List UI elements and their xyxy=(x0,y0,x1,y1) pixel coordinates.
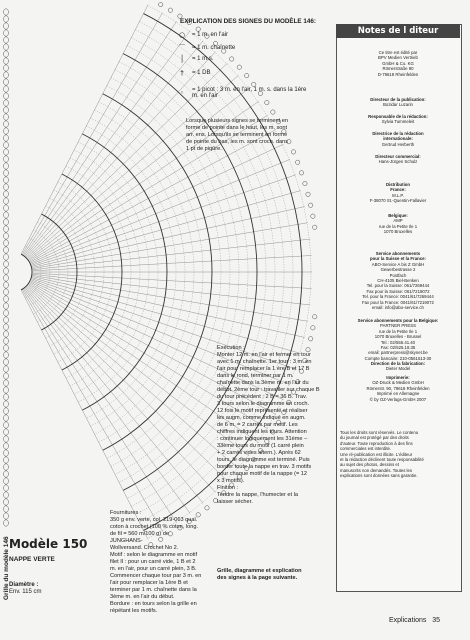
page-number: 35 xyxy=(432,617,440,624)
chain-oval-icon: ○ xyxy=(178,31,186,39)
publisher-block-text: M.L.P. F-38070 St.-Quentin-Fallavier xyxy=(369,192,427,204)
publisher-block-text: Bozidar Luzarin xyxy=(383,102,413,108)
legend-text: = 1 m. en l'air xyxy=(192,32,228,38)
legend-row xyxy=(175,55,214,63)
footer-section: Explications xyxy=(389,617,427,624)
model-subtitle: NAPPE VERTE xyxy=(9,556,55,563)
publisher-block-heading: Directeur de la publication: xyxy=(370,97,426,102)
publisher-block xyxy=(340,375,456,402)
publisher-block-heading: Service abonnements pour la Belgique: xyxy=(357,318,439,323)
model-title: Modèle 150 xyxy=(9,537,88,551)
execution-text: Exécution : Monter 12 m. en l'air et fermer en tour avec 1 m. chaînette. 1er tour : 3 m. en l'air pour remplacer la 1 ère B et 17 B dans le rond, terminer par 1 m. chaînette dans la 3ème m. en l'air du début. 2ème tour : travailler sur chaque B du tour précédent : 2 B = 36 B. Trav. 3 tours selon le diagramme en croch. 12 fois le motif représenté et réaliser les augm. comme indiqué en augm. de 6 m. = 2 carrés par motif. Les chiffres indiquent les tours. Attention : continuer logiquement les 31ème – 33ème tours du motif (1 carré plein + 2 carrés vides altern.). Après 62 tours, le diagramme est terminé. Puis border toute la nappe en trav. 3 motifs pour chaque motif de la nappe (= 12 x 3 motifs). Finition : Tendre la nappe, l'humecter et la laisser sécher. xyxy=(217,345,320,505)
legend-text: = 1 DB xyxy=(192,70,211,76)
publisher-block-heading: Service abonnements pour la Suisse et la France: xyxy=(370,251,426,262)
publisher-block xyxy=(340,361,456,372)
double-treble-icon: † xyxy=(180,69,184,77)
publisher-block-heading: Directrice de la rédaction internationale: xyxy=(372,131,424,142)
publisher-block-text: Ce titre est édité par BPV Medien Vertrieb GmbH & Co. KG Römerstraße 90 D-79618 Rheinfelden xyxy=(377,50,419,77)
publisher-block-heading: Responsable de la rédaction: xyxy=(368,114,428,119)
publisher-block xyxy=(340,154,456,165)
publisher-block xyxy=(340,213,456,235)
publisher-block-text: Dieter Model xyxy=(385,366,411,372)
slip-arc-icon: ⌒ xyxy=(178,44,186,52)
single-crochet-icon: │ xyxy=(179,55,185,63)
legend-text: = 1 picot : 3 m. en l'air, 1 m. s. dans la 1ère m. en l'air xyxy=(192,87,307,99)
publisher-block xyxy=(340,97,456,108)
legend-row xyxy=(175,43,235,53)
publisher-block-heading: Imprimerie: xyxy=(386,375,410,380)
diameter-value: Env. 115 cm xyxy=(9,589,42,595)
legend-text: = 1 m.s. xyxy=(192,56,214,62)
publisher-block-heading: Belgique: xyxy=(388,213,408,218)
legend-row xyxy=(175,31,228,39)
publisher-block xyxy=(340,182,456,204)
publisher-block xyxy=(340,430,456,479)
diameter-label: Diamètre : xyxy=(9,582,39,588)
publisher-block-heading: Distribution France: xyxy=(385,182,411,193)
publisher-block-text: Gertrud Herberth xyxy=(381,141,415,147)
publisher-notes-title: Notes de l diteur xyxy=(336,24,460,38)
fournitures-text: Fournitures : 350 g env. verte, col. 219-063 qual. coton à crochet (100 % coton, long. de fil = 560 m/100 g) de JUNGHANS- Wollversand. Crochet No 2. Motif : selon le diagramme en motif filet II : pour un carré vide, 1 B et 2 m. en l'air, pour un carré plein, 3 B. Commencer chaque tour par 3 m. en l'air pour remplacer la 1ère B et terminer par 1 m. chaînette dans la 3ème m. en l'air du début. Bordure : en tours selon la grille en répétant les motifs. xyxy=(110,510,202,614)
publisher-block xyxy=(340,131,456,147)
legend-row xyxy=(175,69,211,77)
publisher-block-text: Hans-Jürgen Schulz xyxy=(378,159,418,165)
side-caption: Grille du modèle 146 xyxy=(3,536,10,600)
legend-text: = 1 m. chaînette xyxy=(192,45,236,51)
publisher-block xyxy=(340,50,456,77)
publisher-block-text: ABO-Service A bis Z GmbH Gewerbestrasse 2 Postfach CH-4105 Biel-Benken Tel. pour la Suisse: 061/7269444 Fax pour la Suisse: 061/7219072 Tel. pour la France: 0041/61/7269444 Fax pour la France: 0041/61/7219072 email: info@abo-service.ch xyxy=(362,261,434,311)
publisher-block-text: OZ-Druck & Medien GmbH Römerstr. 90, 79618 Rheinfelden Imprimé en Allemagne © by OZ-Verlags-GmbH 2007 xyxy=(366,380,430,402)
legend-row xyxy=(175,87,306,99)
legend-note: Lorsque plusieurs signes se terminent en forme de pointe dans le haut, les m. sont arr. ens. Lorsqu'ils se terminent en forme de pointe du bas, les m. sont croch. dans 1 pt de piqûre. xyxy=(186,118,288,152)
legend-title: EXPLICATION DES SIGNES DU MODÈLE 146: xyxy=(180,18,316,25)
publisher-block xyxy=(340,114,456,125)
publisher-block-text: Tous les droits sont réservés. Le contenu du journal est protégé par des droits d'auteur. Toute reproduction à des fins commerciales est interdite. Une ré-publication est illicite. L'éditeur et la rédaction déclinent toute responsabilité au sujet des photos, dessins et manuscrits non demandés. Toutes les explications sont données sans garantie. xyxy=(340,430,424,479)
publisher-block-text: AMP rue de la Petite Ile 1 1070 Bruxelles xyxy=(378,218,418,235)
publisher-block-heading: Directeur commercial: xyxy=(375,154,421,159)
publisher-block xyxy=(340,318,456,361)
page-footer xyxy=(389,617,440,624)
publisher-block-text: PARTNER PRESS rue de la Petite Ile 1 1070 Bruxelles - Brussel Tel.: 02/556.41.40 Fax: 02/525.18.35 email: partnerpress@skynet.be Compte bancaire: 210-0561613-30 xyxy=(364,323,432,361)
publisher-block-heading: Direction de la fabrication: xyxy=(370,361,426,366)
picot-icon: ◦ xyxy=(179,89,185,97)
publisher-block xyxy=(340,251,456,310)
grid-note: Grille, diagramme et explication des signes à la page suivante. xyxy=(217,568,302,581)
publisher-block-text: Sylvia Tummeleit xyxy=(381,119,415,125)
